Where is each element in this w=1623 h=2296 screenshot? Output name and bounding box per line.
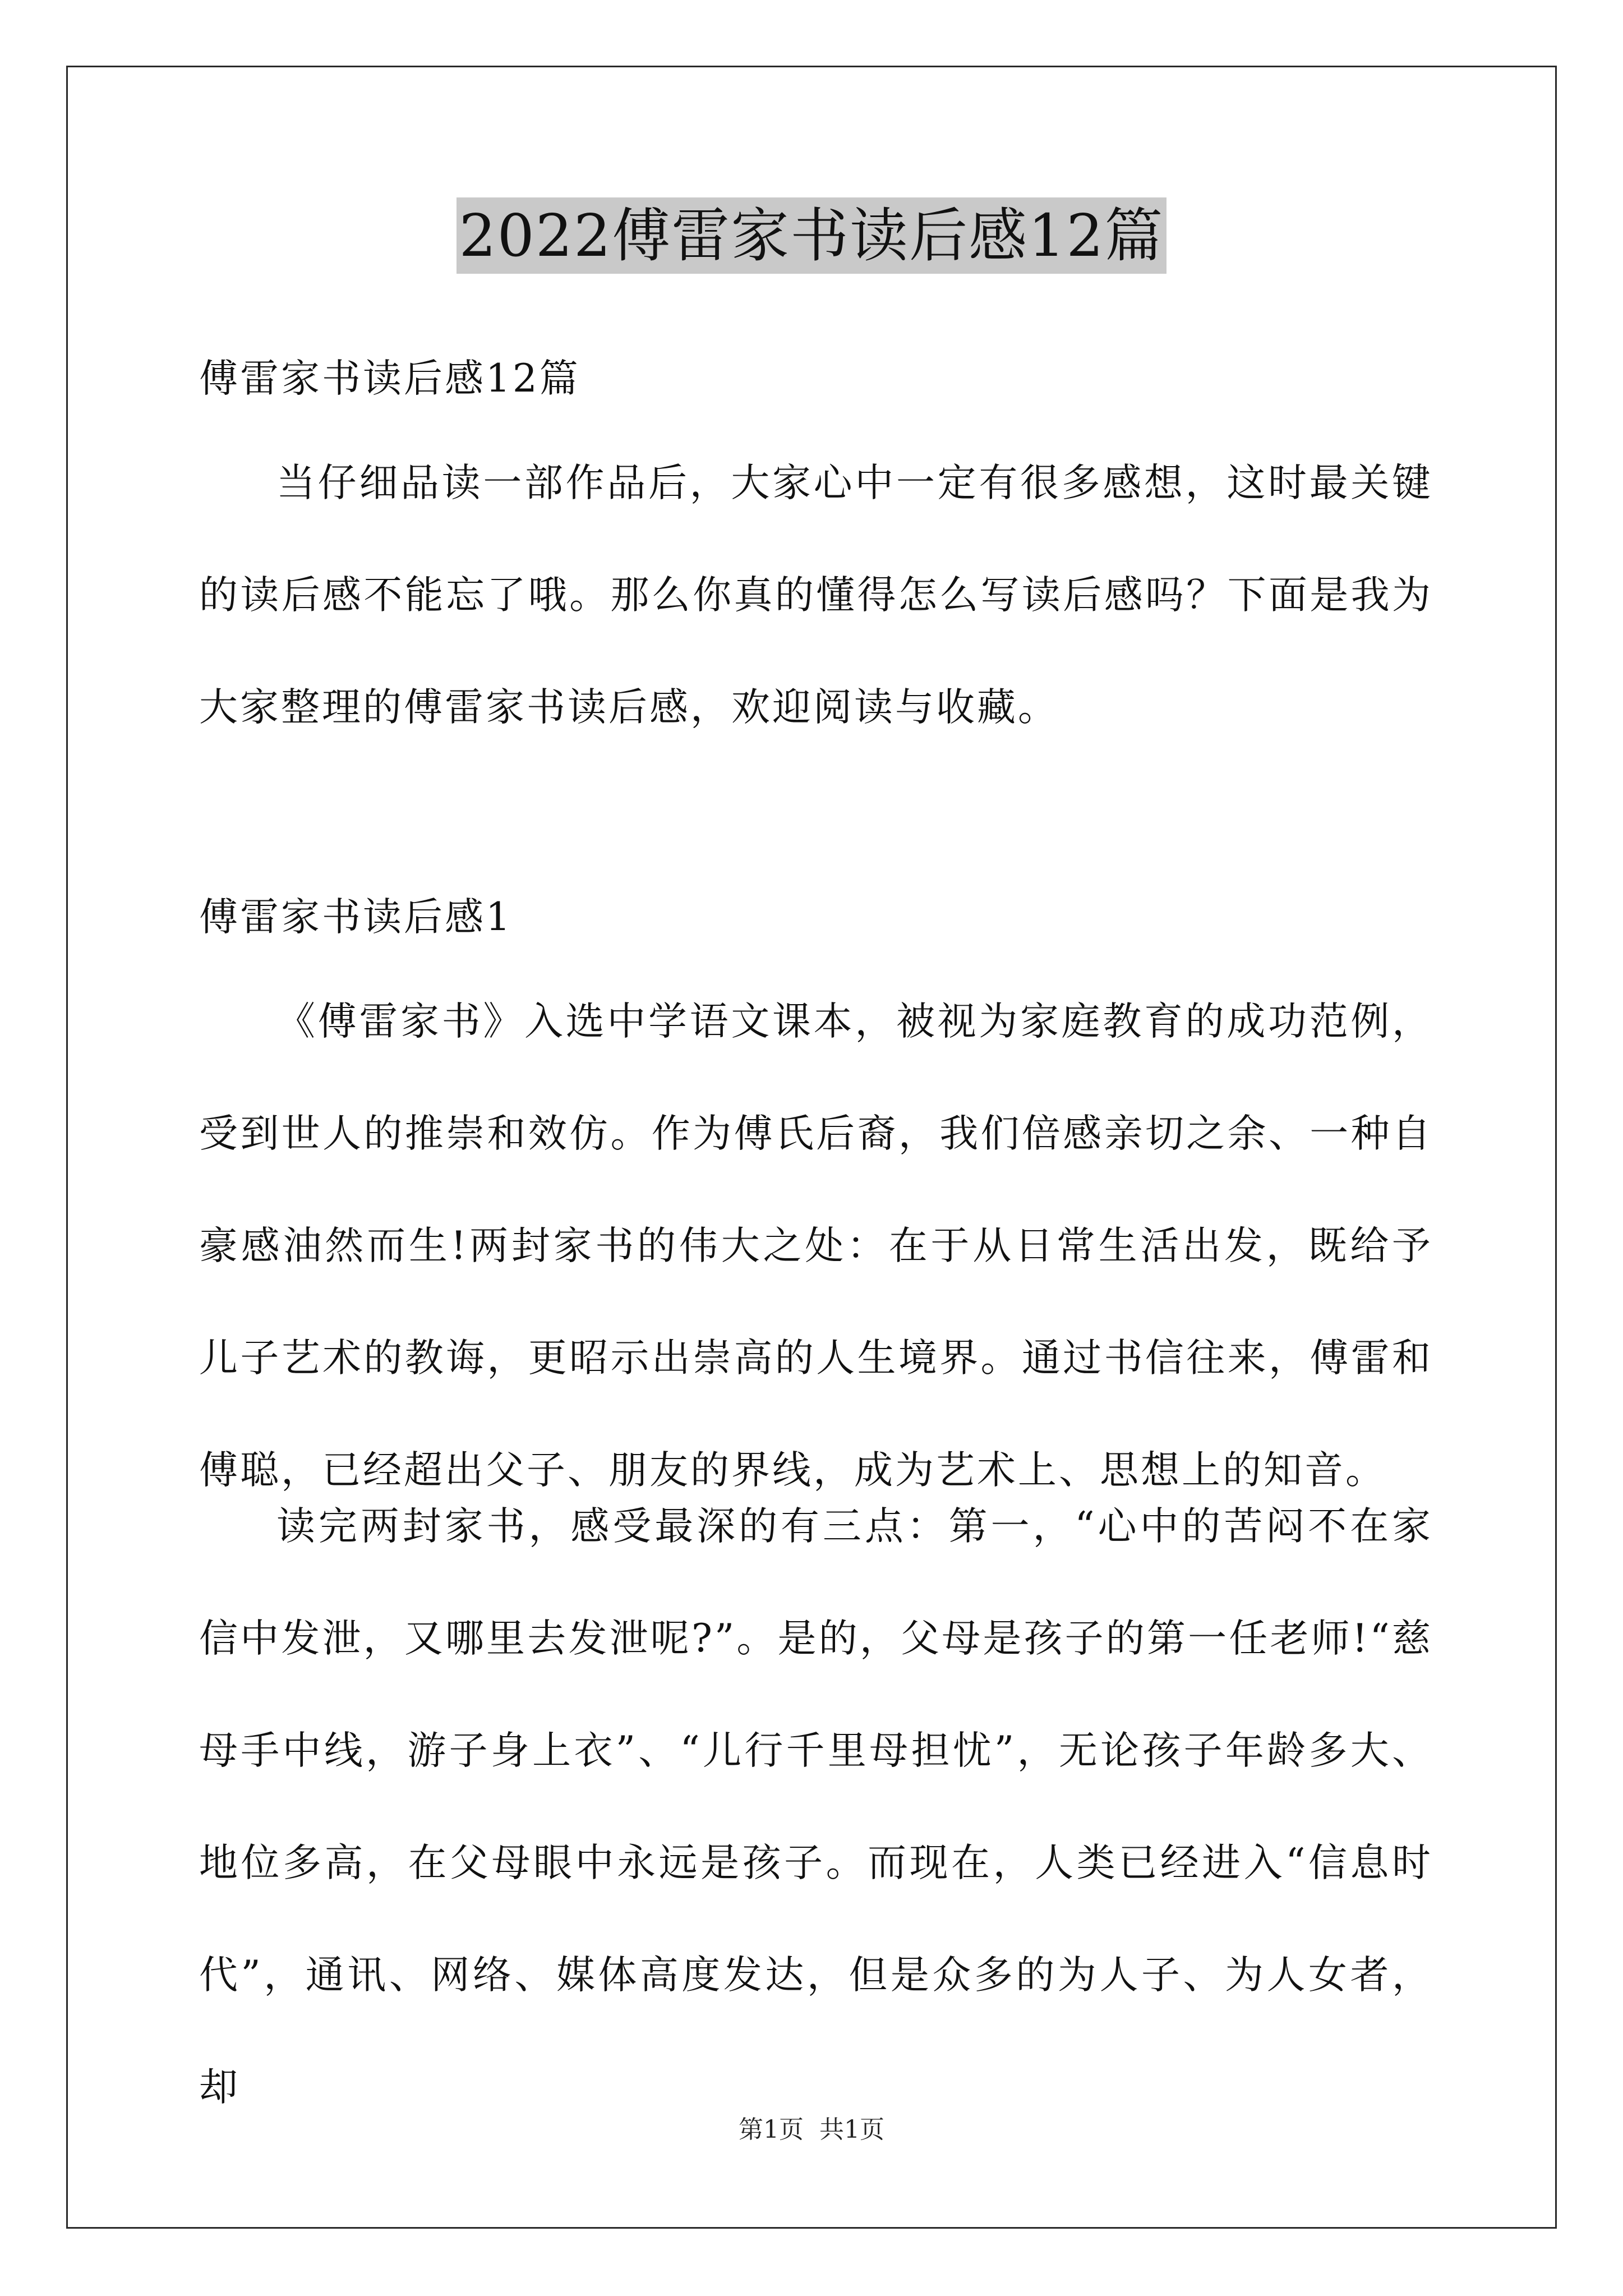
document-subtitle: 傅雷家书读后感12篇 <box>199 356 580 401</box>
intro-paragraph-block <box>199 427 1433 763</box>
document-title <box>0 197 1623 274</box>
section-paragraph-block <box>199 1470 1433 2143</box>
page-number: 第1页 <box>739 2115 804 2144</box>
document-title-text: 2022傅雷家书读后感12篇 <box>457 197 1166 274</box>
section-paragraph: 《傅雷家书》入选中学语文课本，被视为家庭教育的成功范例，受到世人的推崇和效仿。作为傅氏后裔，我们倍感亲切之余、一种自豪感油然而生!两封家书的伟大之处：在于从日常生活出发，既给予儿子艺术的教诲，更昭示出崇高的人生境界。通过书信往来，傅雷和傅聪，已经超出父子、朋友的界线，成为艺术上、思想上的知音。 <box>199 999 1433 1493</box>
section-heading: 傅雷家书读后感1 <box>199 895 513 940</box>
intro-paragraph: 当仔细品读一部作品后，大家心中一定有很多感想，这时最关键的读后感不能忘了哦。那么你真的懂得怎么写读后感吗？下面是我为大家整理的傅雷家书读后感，欢迎阅读与收藏。 <box>199 461 1433 730</box>
section-paragraph-block <box>199 965 1433 1526</box>
page-footer <box>0 2113 1623 2147</box>
section-paragraph: 读完两封家书，感受最深的有三点：第一，“心中的苦闷不在家信中发泄，又哪里去发泄呢?”。是的，父母是孩子的第一任老师!“慈母手中线，游子身上衣”、“儿行千里母担忧”，无论孩子年龄多大、地位多高，在父母眼中永远是孩子。而现在，人类已经进入“信息时代”，通讯、网络、媒体高度发达，但是众多的为人子、为人女者，却 <box>199 1504 1433 2110</box>
page-count: 共1页 <box>819 2115 884 2144</box>
